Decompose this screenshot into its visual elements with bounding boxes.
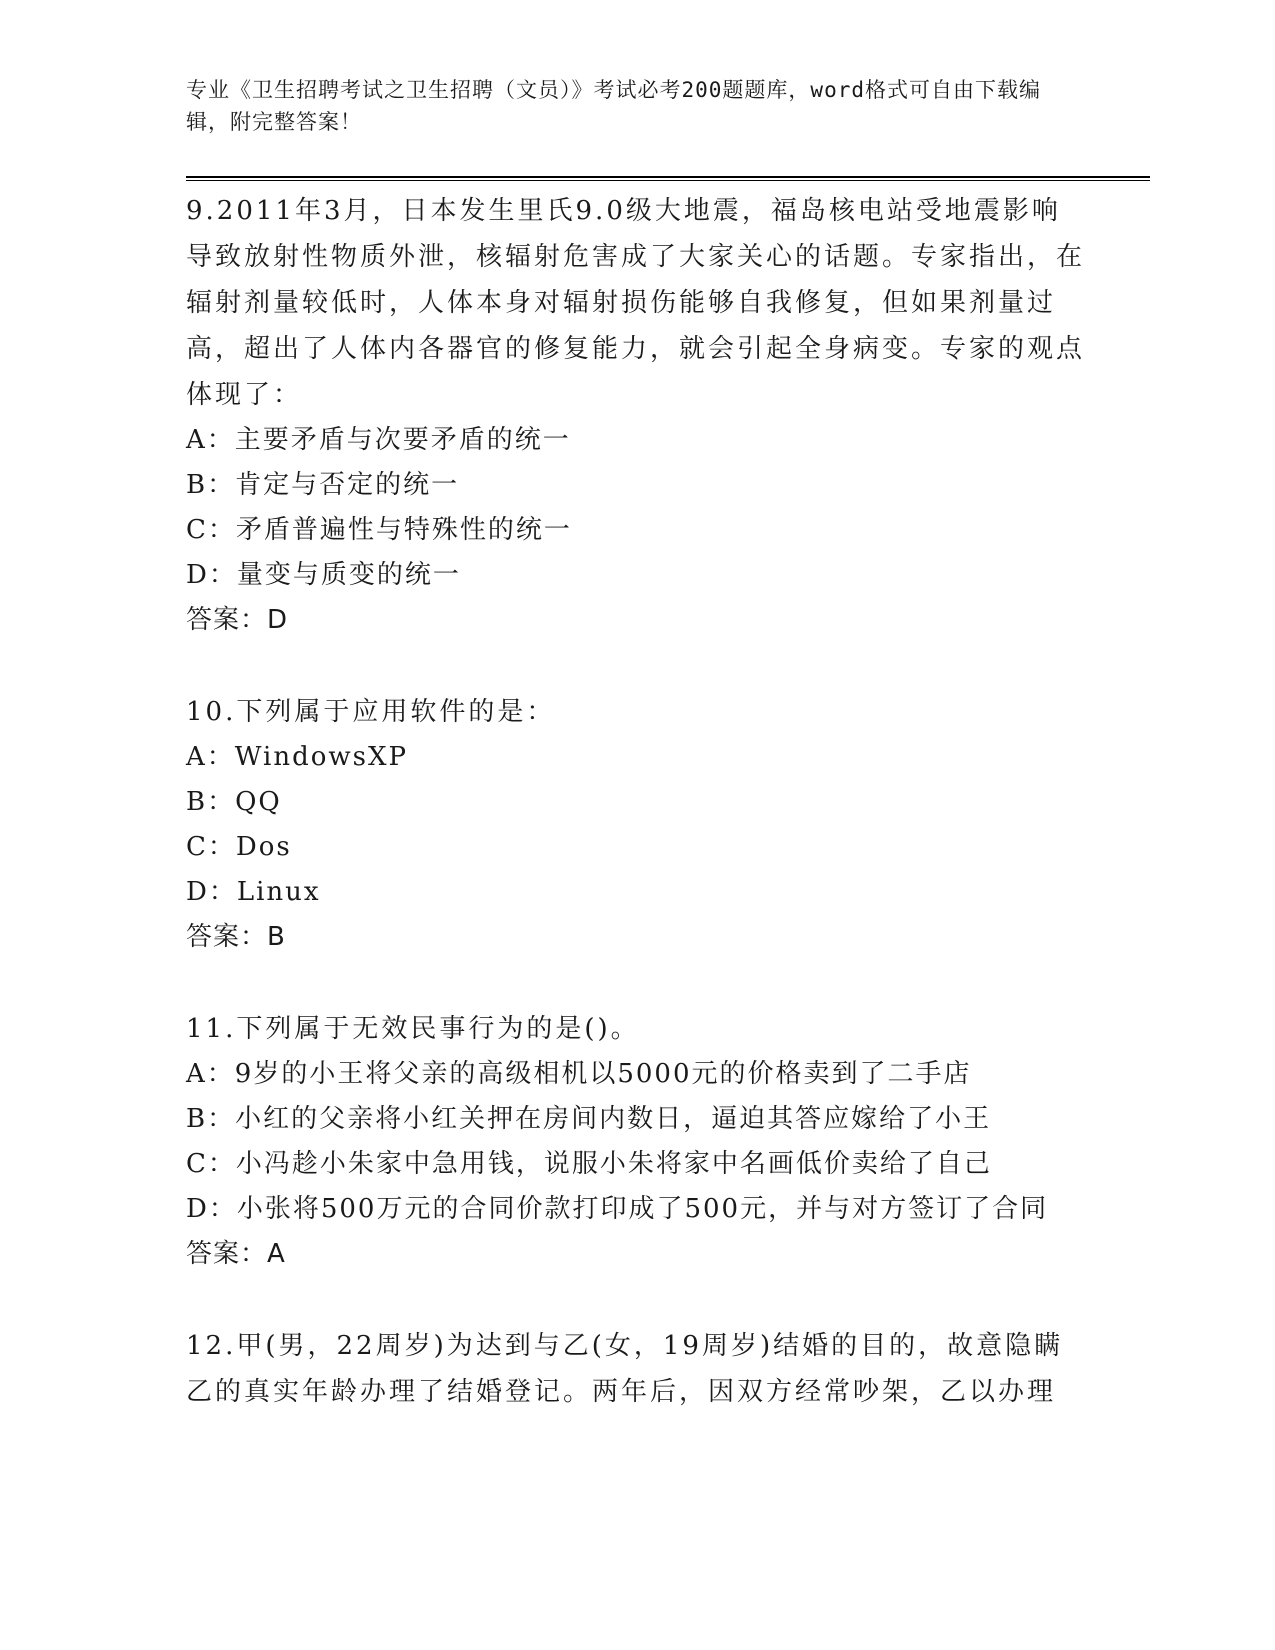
question-12 [186,1323,1086,1415]
option-c: C：矛盾普遍性与特殊性的统一 [186,515,572,545]
question-stem: 9.2011年3月，日本发生里氏9.0级大地震，福岛核电站受地震影响导致放射性物质外泄，核辐射危害成了大家关心的话题。专家指出，在辐射剂量较低时，人体本身对辐射损伤能够自我修复，但如果剂量过高，超出了人体内各器官的修复能力，就会引起全身病变。专家的观点体现了： [186,196,1086,410]
header-divider [186,176,1150,181]
question-list [186,188,1086,1461]
question-stem: 10.下列属于应用软件的是： [186,697,556,727]
option-a: A：9岁的小王将父亲的高级相机以5000元的价格卖到了二手店 [186,1059,972,1089]
question-9 [186,188,1086,643]
option-b: B：肯定与否定的统一 [186,470,460,500]
option-b: B：小红的父亲将小红关押在房间内数日，逼迫其答应嫁给了小王 [186,1104,992,1134]
option-a: A：主要矛盾与次要矛盾的统一 [186,425,571,455]
question-10 [186,689,1086,960]
option-a: A：WindowsXP [186,742,409,772]
question-stem: 11.下列属于无效民事行为的是()。 [186,1014,640,1044]
option-d: D：小张将500万元的合同价款打印成了500元，并与对方签订了合同 [186,1194,1049,1224]
question-11 [186,1006,1086,1277]
option-d: D：量变与质变的统一 [186,560,461,590]
question-stem: 12.甲(男，22周岁)为达到与乙(女，19周岁)结婚的目的，故意隐瞒乙的真实年龄办理了结婚登记。两年后，因双方经常吵架，乙以办理 [186,1331,1064,1407]
answer: 答案：A [186,1239,286,1269]
answer: 答案：B [186,922,286,952]
option-c: C：小冯趁小朱家中急用钱，说服小朱将家中名画低价卖给了自己 [186,1149,992,1179]
option-d: D：Linux [186,877,321,907]
answer: 答案：D [186,605,289,635]
option-c: C：Dos [186,832,292,862]
document-header: 专业《卫生招聘考试之卫生招聘（文员）》考试必考200题题库，word格式可自由下载编辑，附完整答案！ [186,78,1041,134]
option-b: B：QQ [186,787,282,817]
